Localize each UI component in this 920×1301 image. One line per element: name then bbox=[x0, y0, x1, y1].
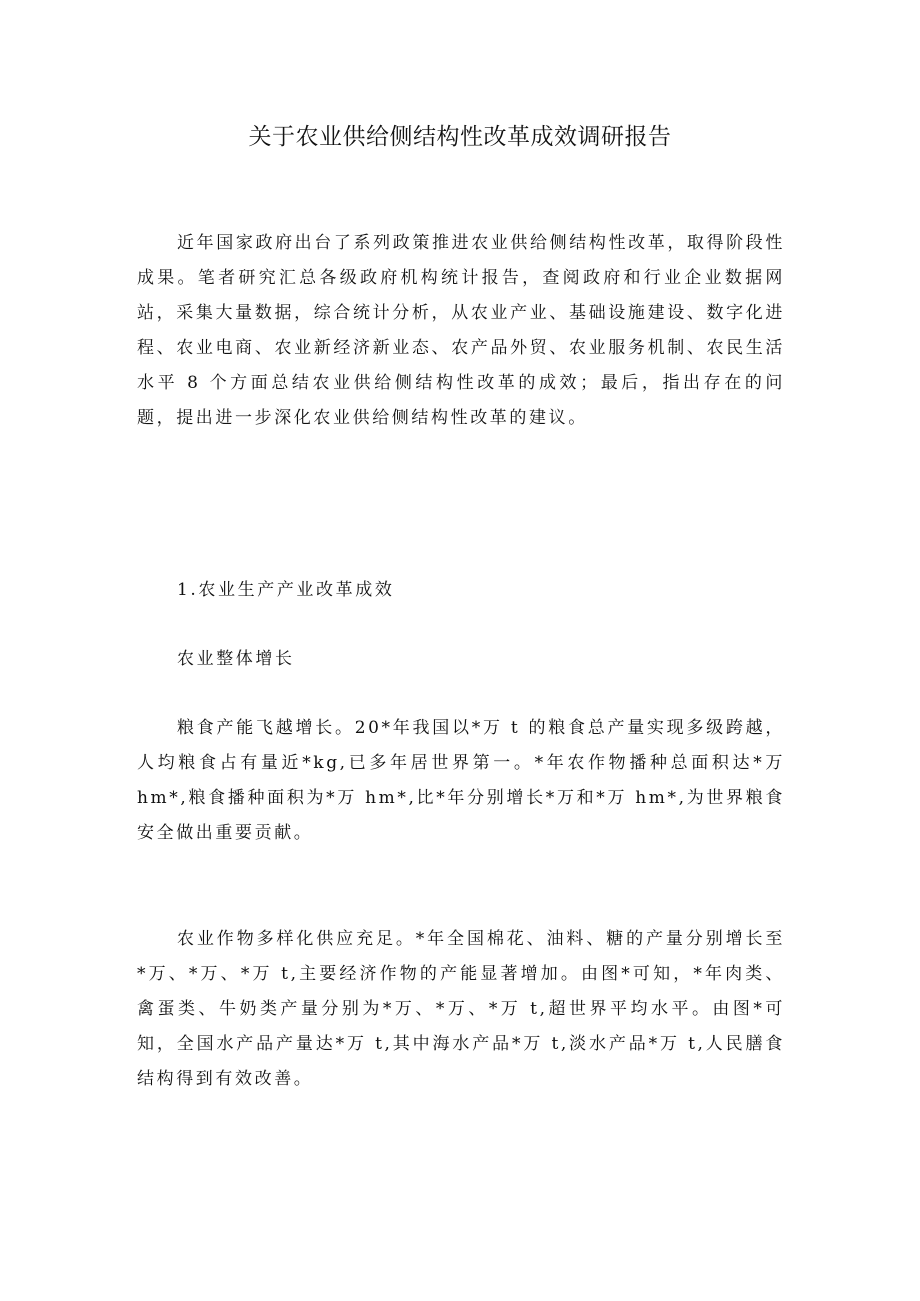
intro-paragraph: 近年国家政府出台了系列政策推进农业供给侧结构性改革，取得阶段性成果。笔者研究汇总各级政府机构统计报告，查阅政府和行业企业数据网站，采集大量数据，综合统计分析，从农业产业、基础设施建设、数字化进程、农业电商、农业新经济新业态、农产品外贸、农业服务机制、农民生活水平 8 个方面总结农业供给侧结构性改革的成效；最后，指出存在的问题，提出进一步深化农业供给侧结构性改革的建议。 bbox=[137, 233, 785, 428]
subsection-heading: 农业整体增长 bbox=[177, 649, 295, 669]
crops-paragraph: 农业作物多样化供应充足。*年全国棉花、油料、糖的产量分别增长至*万、*万、*万 t,主要经济作物的产能显著增加。由图*可知，*年肉类、禽蛋类、牛奶类产量分别为*万、*万、*万 t,超世界平均水平。由图*可知，全国水产品产量达*万 t,其中海水产品*万 t,淡水产品*万 t,人民膳食结构得到有效改善。 bbox=[137, 929, 785, 1089]
section-heading: 1.农业生产产业改革成效 bbox=[177, 580, 395, 600]
grain-paragraph: 粮食产能飞越增长。20*年我国以*万 t 的粮食总产量实现多级跨越，人均粮食占有量近*kg,已多年居世界第一。*年农作物播种总面积达*万 hm*,粮食播种面积为*万 hm*,比*年分别增长*万和*万 hm*,为世界粮食安全做出重要贡献。 bbox=[137, 718, 785, 843]
document-title: 关于农业供给侧结构性改革成效调研报告 bbox=[248, 124, 672, 150]
